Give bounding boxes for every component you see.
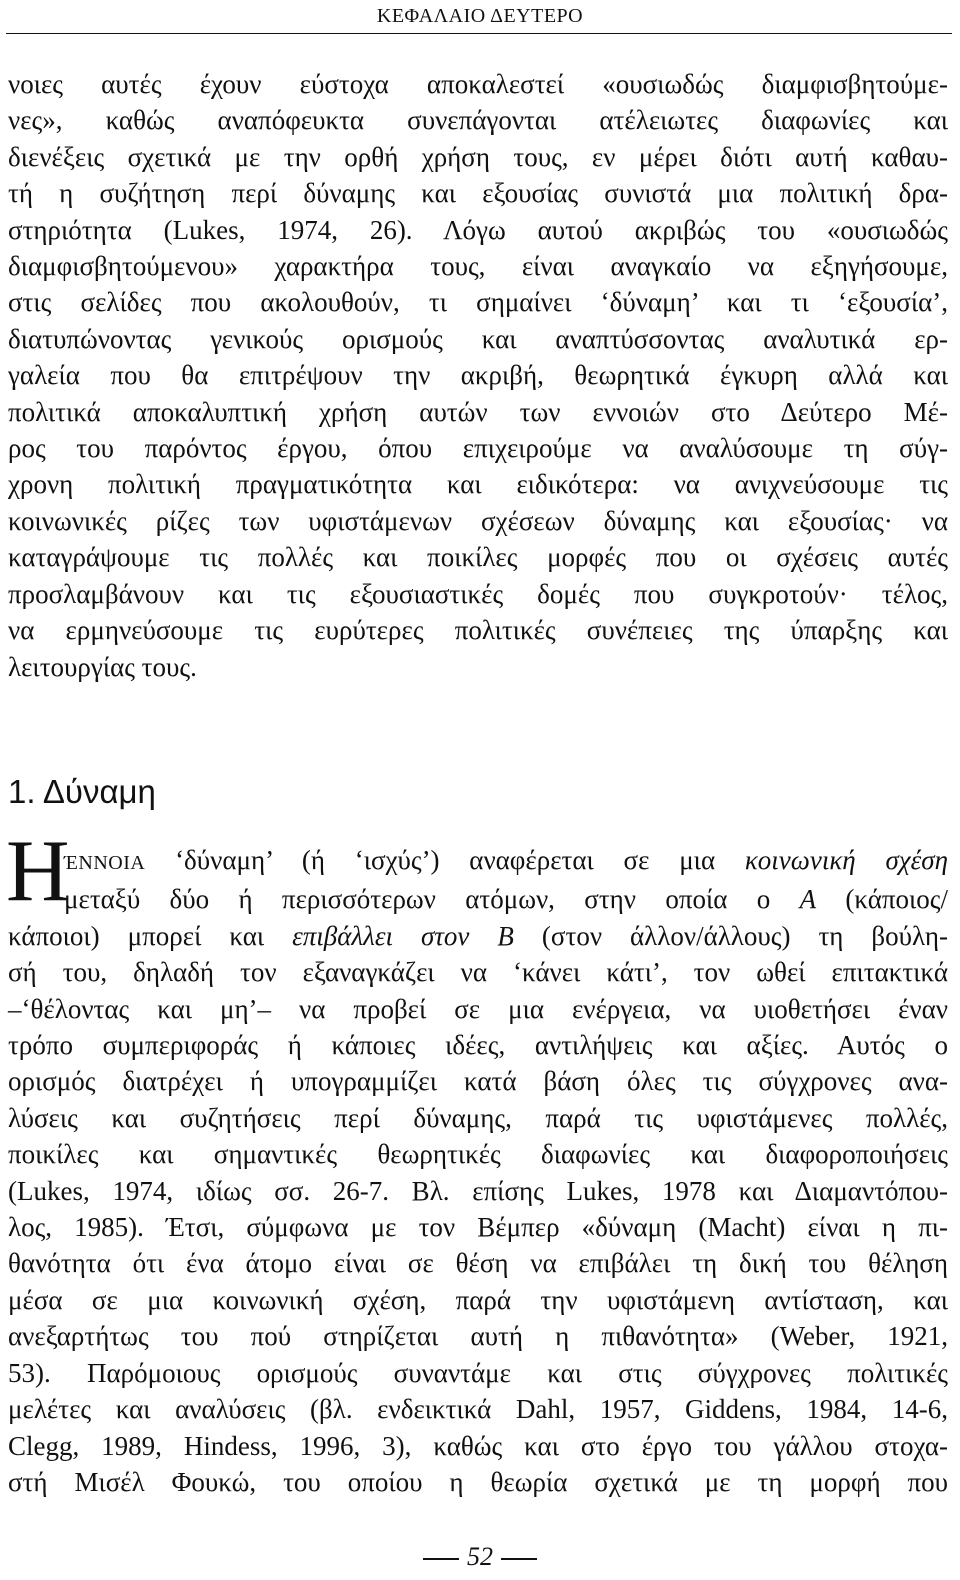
text-line: διατυπώνοντας γενικούς ορισμούς και αναπτύσσοντας αναλυτικά ερ-: [8, 323, 948, 354]
text-line: [8, 881, 948, 917]
text-line: να ερμηνεύσουμε τις ευρύτερες πολιτικές συνέπειες της ύπαρξης και: [8, 615, 948, 646]
text-line: 53). Παρόμοιους ορισμούς συναντάμε και στις σύγχρονες πολιτικές: [8, 1357, 948, 1388]
text-line: στή Μισέλ Φουκώ, του οποίου η θεωρία σχετικά με τη μορφή που: [8, 1466, 948, 1497]
text-line: σή του, δηλαδή τον εξαναγκάζει να ‘κάνει κάτι’, τον ωθεί επιτακτικά: [8, 957, 948, 988]
page-number: [0, 1540, 960, 1574]
text-line: μέσα σε μια κοινωνική σχέση, παρά την υφιστάμενη αντίσταση, και: [8, 1284, 948, 1315]
text-line: διαμφισβητούμενου» χαρακτήρα τους, είναι αναγκαίο να εξηγήσουμε,: [8, 251, 948, 282]
text-line: στηριότητα (Lukes, 1974, 26). Λόγω αυτού ακριβώς του «ουσιωδώς: [8, 214, 948, 245]
text-line: ποικίλες και σημαντικές θεωρητικές διαφωνίες και διαφοροποιήσεις: [8, 1139, 948, 1170]
text-line: ανεξαρτήτως του πού στηρίζεται αυτή η πιθανότητα» (Weber, 1921,: [8, 1321, 948, 1352]
text-line: προσλαμβάνουν και τις εξουσιαστικές δομές που συγκροτούν· τέλος,: [8, 578, 948, 609]
text-line: νες», καθώς αναπόφευκτα συνεπάγονται ατέλειωτες διαφωνίες και: [8, 105, 948, 136]
text-line: [8, 842, 948, 881]
text-line: λύσεις και συζητήσεις περί δύναμης, παρά τις υφιστάμενες πολλές,: [8, 1102, 948, 1133]
header-rule: [6, 33, 952, 34]
text-line: μελέτες και αναλύσεις (βλ. ενδεικτικά Dahl, 1957, Giddens, 1984, 14-6,: [8, 1394, 948, 1425]
text-line: χρονη πολιτική πραγματικότητα και ειδικότερα: να ανιχνεύσουμε τις: [8, 469, 948, 500]
text-line: Clegg, 1989, Hindess, 1996, 3), καθώς και στο έργο του γάλλου στοχα-: [8, 1430, 948, 1461]
text-run: κάποιοι) μπορεί και: [8, 920, 293, 951]
text-line: ορισμός διατρέχει ή υπογραμμίζει κατά βάση όλες τις σύγχρονες ανα-: [8, 1066, 948, 1097]
text-line: νοιες αυτές έχουν εύστοχα αποκαλεστεί «ουσιωδώς διαμφισβητούμε-: [8, 69, 948, 99]
italic-run: επιβάλλει στον Β: [292, 920, 514, 951]
page-number-dash: [423, 1558, 459, 1560]
text-line: (Lukes, 1974, ιδίως σσ. 26-7. Βλ. επίσης Lukes, 1978 και Διαμαντόπου-: [8, 1175, 948, 1206]
text-line: λος, 1985). Έτσι, σύμφωνα με τον Βέμπερ «δύναμη (Macht) είναι η πι-: [8, 1212, 948, 1243]
text-line: τρόπο συμπεριφοράς ή κάποιες ιδέες, αντιλήψεις και αξίες. Αυτός ο: [8, 1030, 948, 1061]
text-line: θανότητα ότι ένα άτομο είναι σε θέση να επιβάλει τη δική του θέληση: [8, 1248, 948, 1279]
text-line: [8, 918, 948, 954]
text-line: λειτουργίας τους.: [8, 651, 197, 682]
text-line: πολιτικά αποκαλυπτική χρήση αυτών των εννοιών στο Δεύτερο Μέ-: [8, 396, 948, 427]
text-line: τή η συζήτηση περί δύναμης και εξουσίας συνιστά μια πολιτική δρα-: [8, 178, 948, 209]
text-run: ‘δύναμη’ (ή ‘ισχύς’) αναφέρεται σε μια: [145, 845, 745, 875]
italic-run: Α: [799, 884, 817, 915]
page-number-dash: [501, 1558, 537, 1560]
text-run: (στον άλλον/άλλους) τη βούλη-: [513, 920, 948, 951]
text-line: κοινωνικές ρίζες των υφιστάμενων σχέσεων δύναμης και εξουσίας· να: [8, 505, 948, 536]
running-head: ΚΕΦΑΛΑΙΟ ΔΕΥΤΕΡΟ: [376, 5, 584, 27]
text-line: διενέξεις σχετικά με την ορθή χρήση τους, εν μέρει διότι αυτή καθαυ-: [8, 141, 948, 172]
section-heading: 1. Δύναμη: [8, 773, 156, 810]
page-number-value: 52: [467, 1542, 493, 1571]
body-paragraph-2: [8, 842, 948, 1500]
small-caps-word: ΈΝΝΟΙΑ: [64, 852, 146, 874]
text-line: γαλεία που θα επιτρέψουν την ακριβή, θεωρητικά έγκυρη αλλά και: [8, 360, 948, 391]
body-paragraph-1: [8, 66, 948, 685]
text-run: μεταξύ δύο ή περισσότερων ατόμων, στην οποία ο: [64, 884, 800, 915]
italic-run: κοινωνική σχέση: [744, 845, 948, 875]
text-run: (κάποιος/: [816, 884, 948, 915]
drop-cap: Η: [6, 823, 70, 920]
text-line: καταγράψουμε τις πολλές και ποικίλες μορφές που οι σχέσεις αυτές: [8, 542, 948, 573]
text-line: στις σελίδες που ακολουθούν, τι σημαίνει ‘δύναμη’ και τι ‘εξουσία’,: [8, 287, 948, 318]
text-line: ρος του παρόντος έργου, όπου επιχειρούμε να αναλύσουμε τη σύγ-: [8, 433, 948, 464]
text-line: –‘θέλοντας και μη’– να προβεί σε μια ενέργεια, να υιοθετήσει έναν: [8, 993, 948, 1024]
